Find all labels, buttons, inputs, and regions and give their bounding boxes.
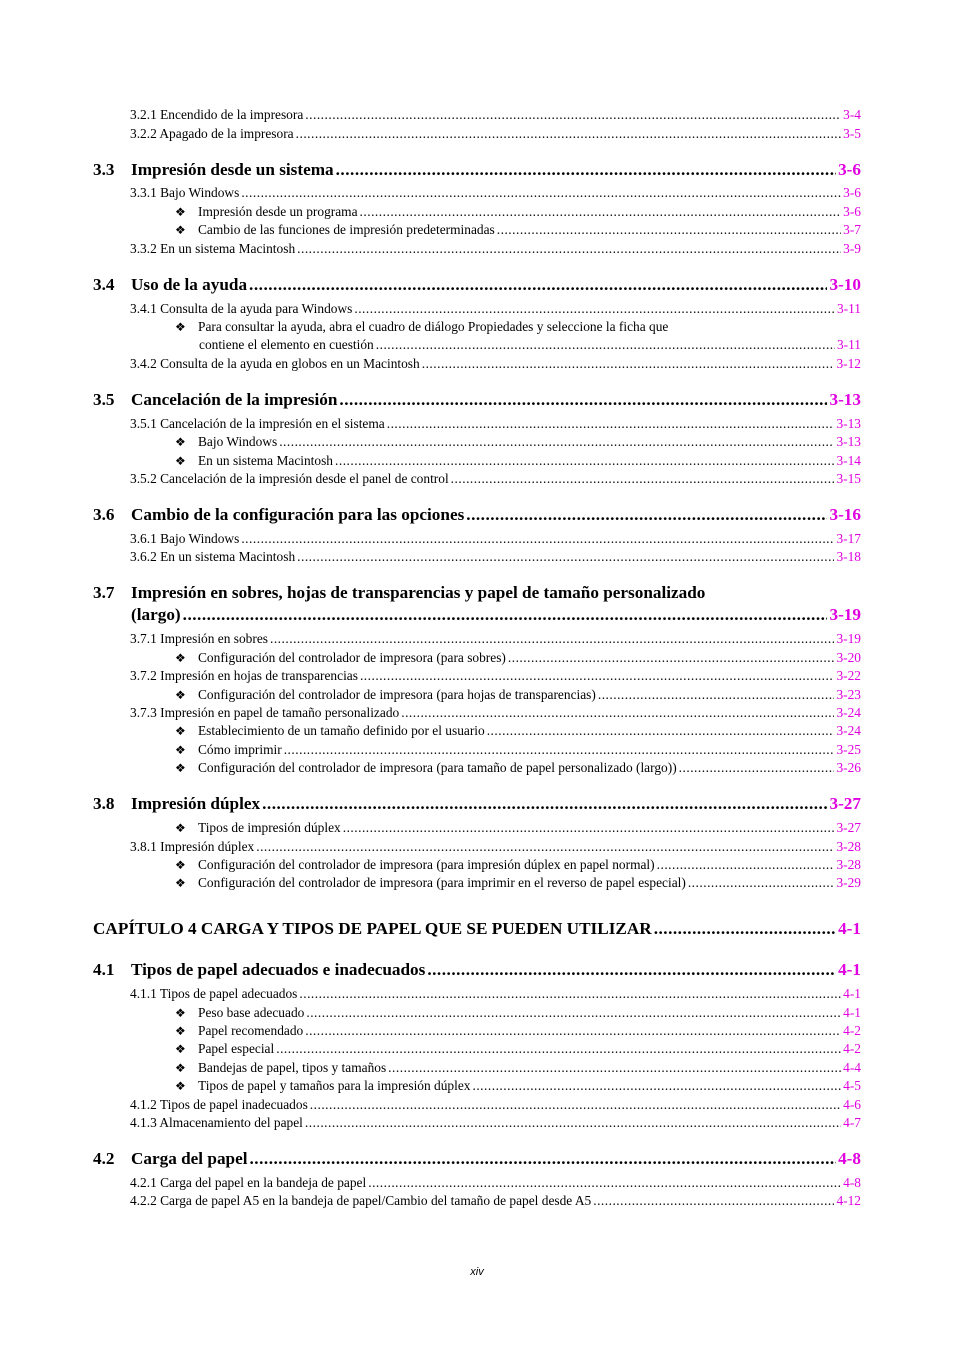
dot-leader [297,241,841,257]
section-number: 3.3 [93,160,115,179]
dot-leader [451,471,835,487]
page-reference[interactable]: 3-5 [843,126,861,141]
page-reference[interactable]: 3-6 [838,160,861,179]
toc-subsection[interactable] [130,356,861,372]
page-reference[interactable]: 3-20 [836,650,861,665]
page-reference[interactable]: 3-14 [836,453,861,468]
toc-subsection[interactable] [130,631,861,647]
toc-bullet-item-cont[interactable] [199,337,861,353]
dot-leader [657,857,835,873]
toc-subsection[interactable] [130,471,861,487]
dot-leader [339,390,827,410]
toc-bullet-item[interactable] [175,1060,861,1076]
page-reference[interactable]: 3-22 [836,668,861,683]
bullet-diamond-icon: ❖ [175,1006,186,1020]
dot-leader [487,723,835,739]
toc-bullet-item[interactable] [175,723,861,739]
toc-bullet-item[interactable] [175,1078,861,1094]
entry-text: 3.3.2 En un sistema Macintosh [130,241,296,256]
dot-leader [354,301,835,317]
page-reference[interactable]: 3-6 [843,204,861,219]
entry-text: Configuración del controlador de impresora (para tamaño de papel personalizado (largo)) [198,760,677,775]
entry-text: CAPÍTULO 4 CARGA Y TIPOS DE PAPEL QUE SE PUEDEN UTILIZAR [93,919,652,938]
dot-leader [241,185,841,201]
dot-leader [401,705,834,721]
dot-leader [310,1097,841,1113]
dot-leader [241,531,834,547]
entry-text: 4.1.1 Tipos de papel adecuados [130,986,298,1001]
dot-leader [284,742,835,758]
dot-leader [343,820,835,836]
dot-leader [270,631,834,647]
entry-text: Uso de la ayuda [131,275,248,294]
page-reference[interactable]: 3-10 [829,275,861,294]
page-number: xiv [470,1266,484,1278]
page-reference[interactable]: 3-13 [836,416,861,431]
bullet-diamond-icon: ❖ [175,454,186,468]
page-reference[interactable]: 3-11 [836,337,861,352]
entry-text: Configuración del controlador de impresora (para sobres) [198,650,506,665]
entry-text: Papel recomendado [198,1023,304,1038]
dot-leader [262,794,827,814]
dot-leader [299,986,841,1002]
dot-leader [497,222,841,238]
page-reference[interactable]: 3-19 [829,605,861,624]
entry-text: Peso base adecuado [198,1005,305,1020]
page-reference[interactable]: 4-5 [843,1078,861,1093]
page-reference[interactable]: 4-2 [843,1041,861,1056]
page-reference[interactable]: 3-25 [836,742,861,757]
toc-section[interactable] [93,160,861,180]
entry-text: Cambio de las funciones de impresión predeterminadas [198,222,495,237]
toc-subsection[interactable] [130,241,861,257]
page-reference[interactable]: 4-1 [843,1005,861,1020]
toc-subsection[interactable] [130,107,861,123]
page-reference[interactable]: 3-15 [836,471,861,486]
toc-bullet-item[interactable] [175,820,861,836]
dot-leader [388,1060,841,1076]
bullet-diamond-icon: ❖ [175,858,186,872]
entry-text: Papel especial [198,1041,275,1056]
toc-bullet-item[interactable] [175,1005,861,1021]
bullet-diamond-icon: ❖ [175,1061,186,1075]
dot-leader [688,875,835,891]
bullet-diamond-icon: ❖ [175,205,186,219]
toc-subsection[interactable] [130,986,861,1002]
page-reference[interactable]: 3-26 [836,760,861,775]
section-number: 3.8 [93,794,115,813]
toc-bullet-item[interactable] [175,204,861,220]
entry-text: Configuración del controlador de impresora (para impresión dúplex en papel normal) [198,857,655,872]
dot-leader [593,1193,834,1209]
dot-leader [466,505,827,525]
entry-text: Tipos de papel adecuados e inadecuados [131,960,426,979]
entry-text: 3.5.1 Cancelación de la impresión en el sistema [130,416,385,431]
toc-subsection[interactable] [130,301,861,317]
dot-leader [360,204,842,220]
entry-text: 4.2.1 Carga del papel en la bandeja de papel [130,1175,367,1190]
toc-bullet-item[interactable] [175,1023,861,1039]
bullet-diamond-icon: ❖ [175,223,186,237]
dot-leader [183,605,828,625]
section-number: 3.5 [93,390,115,409]
page-reference[interactable]: 3-18 [836,549,861,564]
toc-bullet-item[interactable] [175,687,861,703]
page-reference[interactable]: 4-1 [838,919,861,938]
bullet-diamond-icon: ❖ [175,761,186,775]
toc-bullet-item[interactable] [175,875,861,891]
dot-leader [305,1115,841,1131]
bullet-diamond-icon: ❖ [175,743,186,757]
entry-text: 3.6.1 Bajo Windows [130,531,240,546]
entry-text: 3.4.1 Consulta de la ayuda para Windows [130,301,353,316]
page-reference[interactable]: 3-24 [836,705,861,720]
page-reference[interactable]: 4-4 [843,1060,861,1075]
dot-leader [598,687,835,703]
section-number: 4.2 [93,1149,115,1168]
page-reference[interactable]: 4-7 [843,1115,861,1130]
dot-leader [306,1005,841,1021]
dot-leader [305,107,841,123]
page-reference[interactable]: 3-28 [836,839,861,854]
bullet-diamond-icon: ❖ [175,821,186,835]
section-number: 3.7 [93,583,115,602]
toc-subsection[interactable] [130,549,861,565]
dot-leader [360,668,835,684]
page-reference[interactable]: 4-12 [836,1193,861,1208]
bullet-diamond-icon: ❖ [175,651,186,665]
entry-text: Bandejas de papel, tipos y tamaños [198,1060,387,1075]
page-reference[interactable]: 4-8 [838,1149,861,1168]
entry-text: Bajo Windows [198,434,278,449]
entry-text: Cómo imprimir [198,742,282,757]
bullet-diamond-icon: ❖ [175,876,186,890]
toc-subsection[interactable] [130,126,861,142]
section-number: 3.4 [93,275,115,294]
entry-text: 3.6.2 En un sistema Macintosh [130,549,296,564]
toc-subsection[interactable] [130,1193,861,1209]
bullet-diamond-icon: ❖ [175,688,186,702]
dot-leader [508,650,835,666]
entry-text: Tipos de impresión dúplex [198,820,341,835]
toc-bullet-item[interactable] [175,319,861,335]
bullet-diamond-icon: ❖ [175,724,186,738]
section-number: 3.6 [93,505,115,524]
page-reference[interactable]: 3-24 [836,723,861,738]
entry-text: 3.5.2 Cancelación de la impresión desde el panel de control [130,471,449,486]
bullet-diamond-icon: ❖ [175,1024,186,1038]
dot-leader [335,453,834,469]
toc-section[interactable] [93,960,861,980]
toc-bullet-item[interactable] [175,760,861,776]
toc-subsection[interactable] [130,531,861,547]
page-reference[interactable]: 3-23 [836,687,861,702]
toc-bullet-item[interactable] [175,742,861,758]
dot-leader [256,839,834,855]
entry-text: 3.4.2 Consulta de la ayuda en globos en un Macintosh [130,356,420,371]
entry-text: 4.2.2 Carga de papel A5 en la bandeja de papel/Cambio del tamaño de papel desde A5 [130,1193,592,1208]
dot-leader [376,337,835,353]
dot-leader [368,1175,841,1191]
dot-leader [654,919,836,939]
entry-text: 3.8.1 Impresión dúplex [130,839,255,854]
page-reference[interactable]: 3-6 [843,185,861,200]
page-reference[interactable]: 3-27 [836,820,861,835]
entry-text: Impresión en sobres, hojas de transparencias y papel de tamaño personalizado [131,583,706,602]
toc-section[interactable] [93,1149,861,1169]
bullet-diamond-icon: ❖ [175,320,186,334]
toc-subsection[interactable] [130,705,861,721]
dot-leader [679,760,835,776]
toc-bullet-item[interactable] [175,1041,861,1057]
toc-subsection[interactable] [130,839,861,855]
entry-text: Cancelación de la impresión [131,390,338,409]
page-reference[interactable]: 4-8 [843,1175,861,1190]
page-reference[interactable]: 3-27 [829,794,861,813]
toc-section[interactable] [93,505,861,525]
toc-subsection[interactable] [130,1097,861,1113]
entry-text: En un sistema Macintosh [198,453,334,468]
toc-bullet-item[interactable] [175,650,861,666]
toc-bullet-item[interactable] [175,453,861,469]
toc-section-title [93,583,861,603]
entry-text: Cambio de la configuración para las opciones [131,505,465,524]
entry-text: Impresión desde un sistema [131,160,334,179]
toc-subsection[interactable] [130,416,861,432]
page-reference[interactable]: 4-6 [843,1097,861,1112]
toc-subsection[interactable] [130,1175,861,1191]
entry-text: 3.3.1 Bajo Windows [130,185,240,200]
entry-text: 3.7.3 Impresión en papel de tamaño personalizado [130,705,400,720]
entry-text: Carga del papel [131,1149,248,1168]
toc-chapter[interactable] [93,919,861,939]
dot-leader [387,416,835,432]
toc-section[interactable] [93,794,861,814]
page-reference[interactable]: 4-1 [843,986,861,1001]
page-reference[interactable]: 3-28 [836,857,861,872]
entry-text: Tipos de papel y tamaños para la impresión dúplex [198,1078,471,1093]
entry-text: Para consultar la ayuda, abra el cuadro de diálogo Propiedades y seleccione la ficha que [198,319,669,334]
entry-text: Establecimiento de un tamaño definido por el usuario [198,723,485,738]
entry-text: Configuración del controlador de impresora (para imprimir en el reverso de papel especial) [198,875,686,890]
toc-subsection[interactable] [130,185,861,201]
page-reference[interactable]: 3-16 [829,505,861,524]
entry-text: (largo) [131,605,181,624]
entry-text: Impresión dúplex [131,794,261,813]
dot-leader [427,960,836,980]
dot-leader [422,356,835,372]
page-reference[interactable]: 4-2 [843,1023,861,1038]
entry-text: 3.7.1 Impresión en sobres [130,631,268,646]
page-reference[interactable]: 4-1 [838,960,861,979]
dot-leader [305,1023,841,1039]
dot-leader [472,1078,841,1094]
bullet-diamond-icon: ❖ [175,1079,186,1093]
bullet-diamond-icon: ❖ [175,1042,186,1056]
entry-text: 3.2.2 Apagado de la impresora [130,126,294,141]
page-reference[interactable]: 3-19 [836,631,861,646]
entry-text: 3.7.2 Impresión en hojas de transparencias [130,668,358,683]
entry-text: 4.1.2 Tipos de papel inadecuados [130,1097,308,1112]
dot-leader [297,549,834,565]
toc-section[interactable] [93,275,861,295]
toc-bullet-item[interactable] [175,222,861,238]
page-reference[interactable]: 3-12 [836,356,861,371]
dot-leader [296,126,842,142]
toc-section-cont[interactable] [93,605,861,625]
page-reference[interactable]: 3-13 [836,434,861,449]
section-number: 4.1 [93,960,115,979]
entry-text: Configuración del controlador de impresora (para hojas de transparencias) [198,687,596,702]
page-reference[interactable]: 3-29 [836,875,861,890]
dot-leader [249,275,827,295]
toc-section[interactable] [93,390,861,410]
toc-bullet-item[interactable] [175,434,861,450]
entry-text: Impresión desde un programa [198,204,358,219]
toc-bullet-item[interactable] [175,857,861,873]
page-reference[interactable]: 3-9 [843,241,861,256]
page-reference[interactable]: 3-17 [836,531,861,546]
entry-text: 3.2.1 Encendido de la impresora [130,107,304,122]
entry-text: contiene el elemento en cuestión [199,337,374,352]
page-reference[interactable]: 3-7 [843,222,861,237]
dot-leader [279,434,834,450]
dot-leader [336,160,836,180]
entry-text: 4.1.3 Almacenamiento del papel [130,1115,303,1130]
toc-subsection[interactable] [130,668,861,684]
bullet-diamond-icon: ❖ [175,435,186,449]
page-reference[interactable]: 3-13 [829,390,861,409]
page-reference[interactable]: 3-4 [843,107,861,122]
toc-subsection[interactable] [130,1115,861,1131]
dot-leader [250,1149,837,1169]
dot-leader [276,1041,841,1057]
page-reference[interactable]: 3-11 [836,301,861,316]
